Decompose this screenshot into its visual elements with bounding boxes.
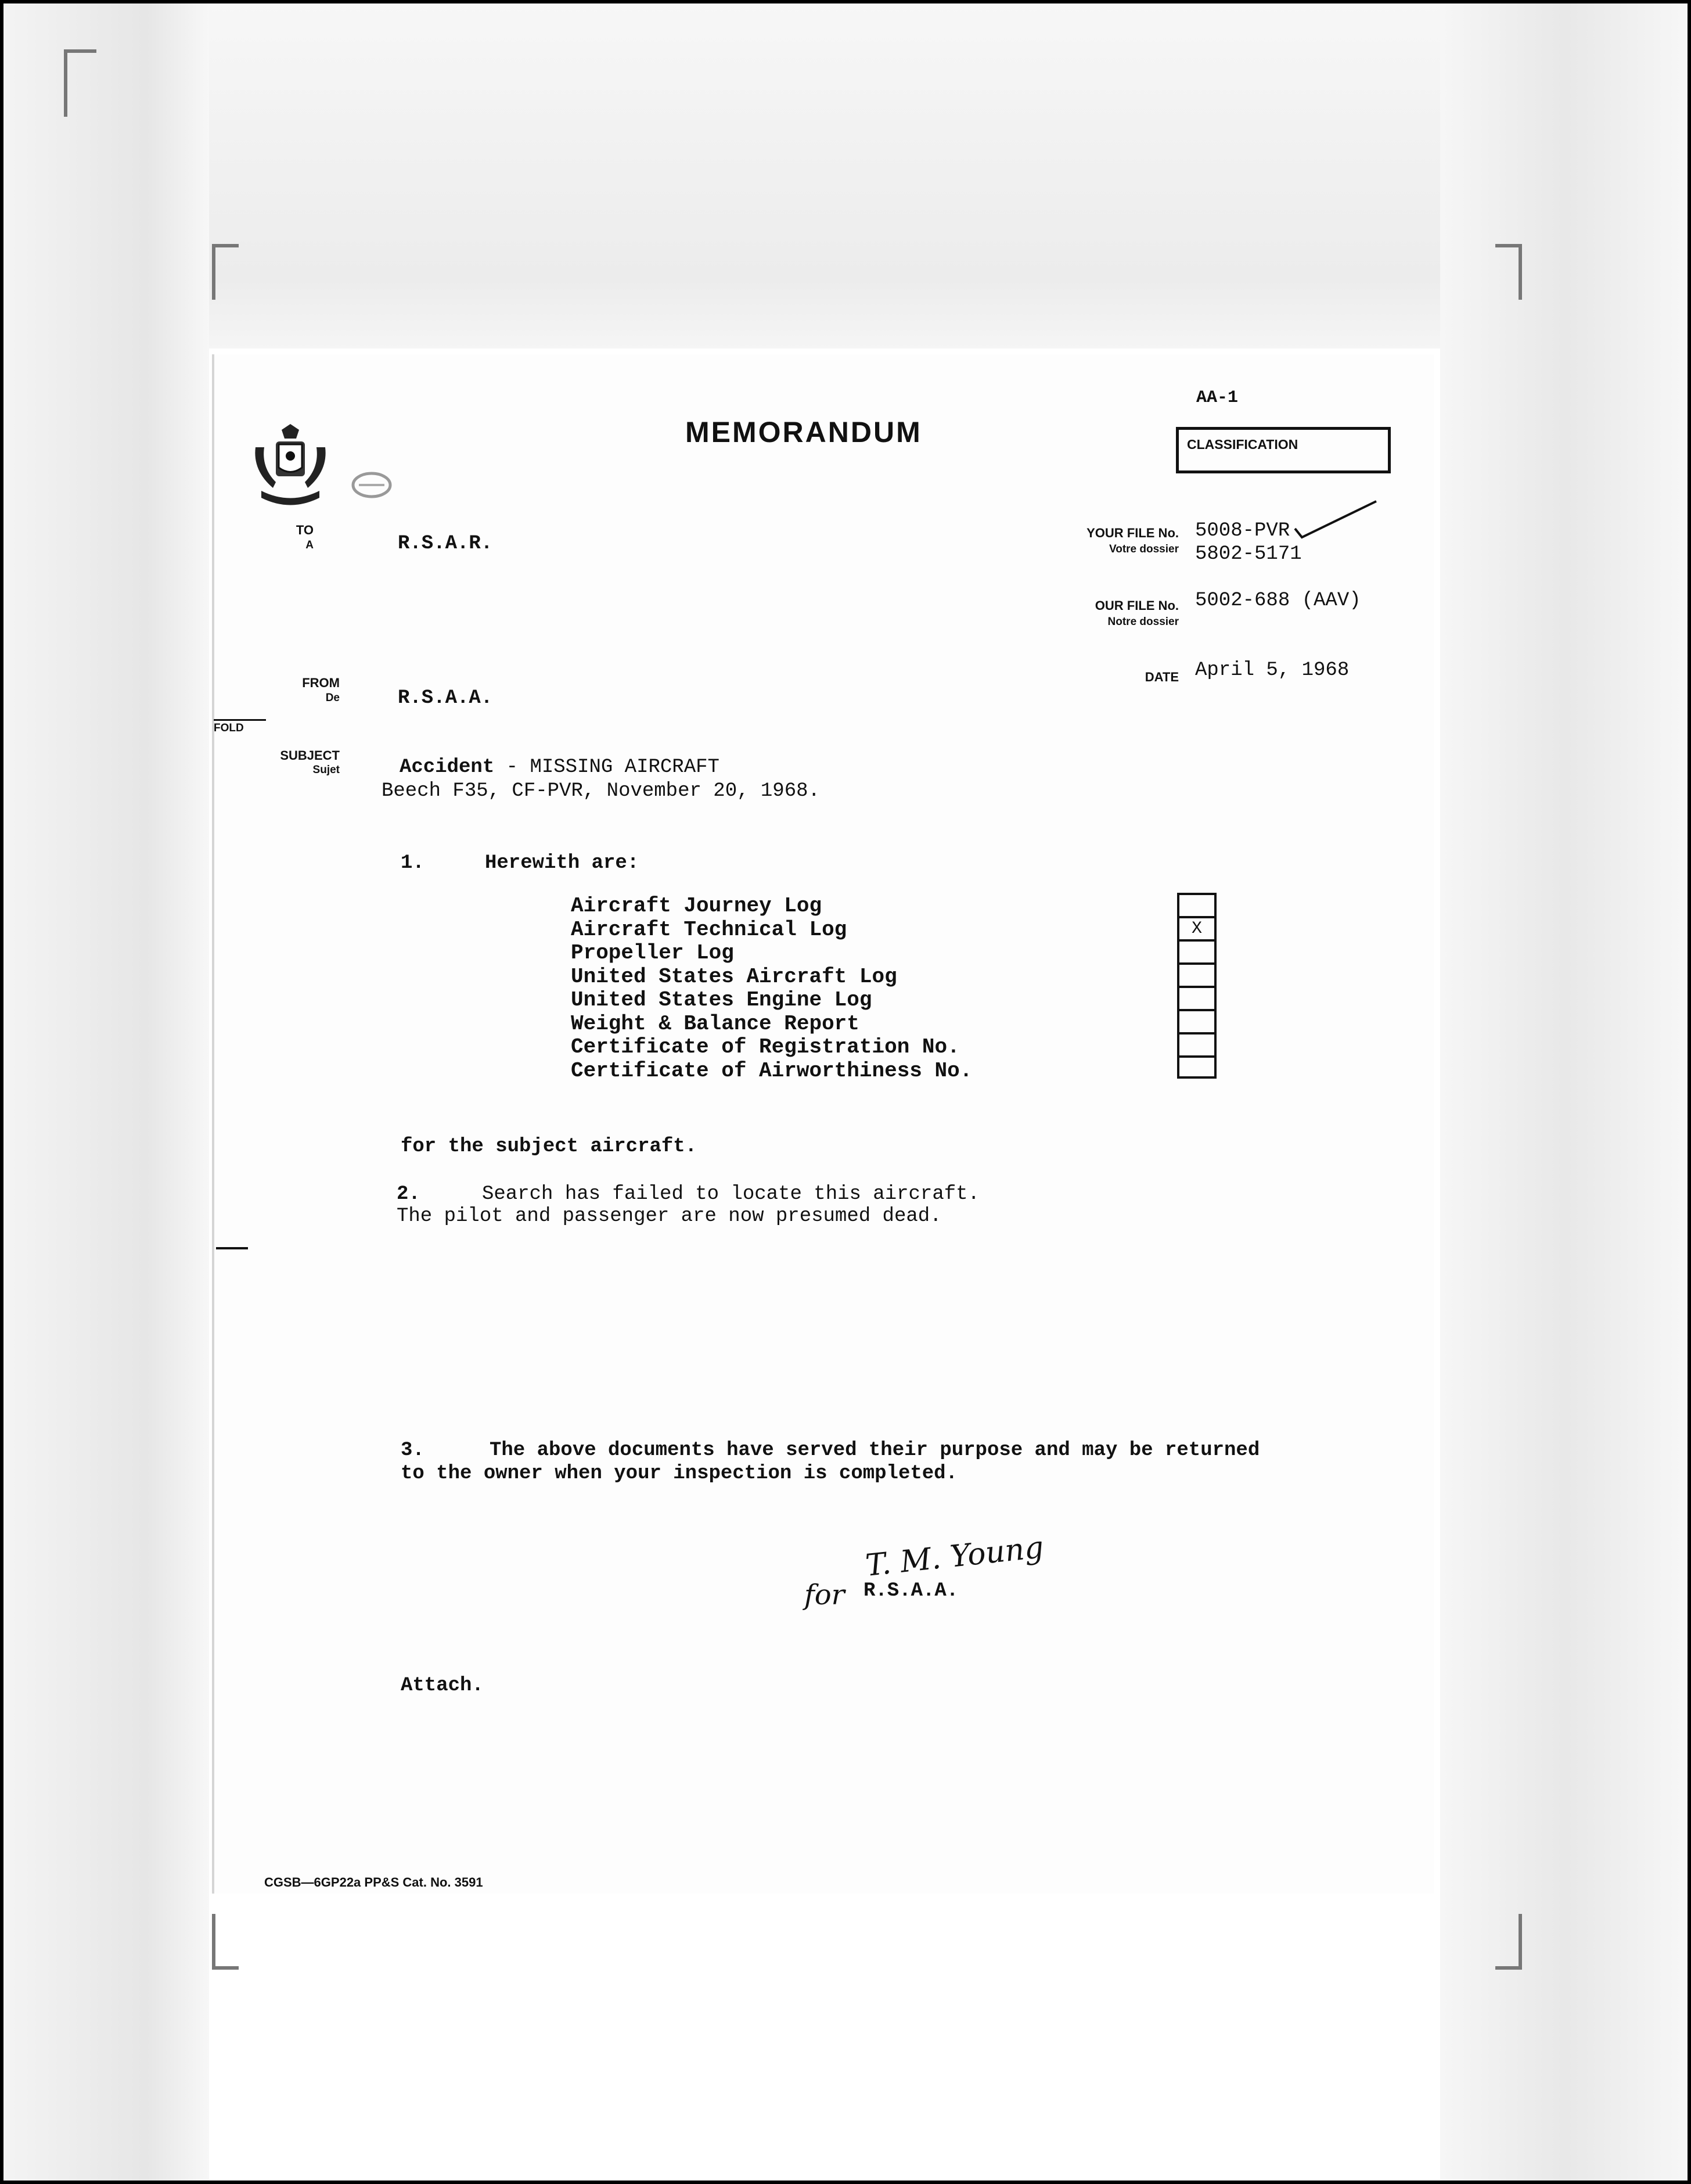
document-checkbox[interactable] [1177,1009,1217,1032]
para3-number: 3. [401,1439,424,1461]
crop-mark-top-left [212,244,239,300]
memo-title: MEMORANDUM [685,416,922,448]
our-file-label: OUR FILE No. [1095,598,1179,613]
document-checkbox-column [1177,893,1217,1079]
from-label: FROM [302,676,340,690]
our-file-label-fr: Notre dossier [1107,616,1179,628]
coat-of-arms-icon [250,424,331,511]
to-label-fr: A [305,539,314,551]
document-item: Aircraft Technical Log [571,917,847,942]
document-item: United States Aircraft Log [571,964,897,989]
handwritten-signature: T. M. Young [864,1530,1046,1583]
document-checkbox[interactable] [1177,893,1217,916]
para2-number: 2. [397,1183,420,1205]
subject-line-2: Beech F35, CF-PVR, November 20, 1968. [382,780,820,802]
to-label: TO [296,523,314,537]
your-file-value-2: 5802-5171 [1195,543,1302,565]
margin-tick [216,1247,248,1249]
crop-mark-bottom-right [1495,1914,1522,1970]
document-item: Weight & Balance Report [571,1011,859,1036]
our-file-value: 5002-688 (AAV) [1195,590,1361,612]
attach-label: Attach. [401,1675,484,1697]
document-item: Aircraft Journey Log [571,894,822,918]
to-value: R.S.A.R. [398,533,493,555]
subject-accident: Accident [400,756,495,778]
para2-line-1: Search has failed to locate this aircraft. [482,1183,980,1205]
signature-prefix: for [804,1579,845,1611]
date-label: DATE [1145,670,1179,684]
pen-checkmark-icon [1289,497,1382,543]
crop-mark-top-right [1495,244,1522,300]
form-catalog-footer: CGSB—6GP22a PP&S Cat. No. 3591 [264,1875,483,1890]
para1-number: 1. [401,852,424,874]
after-list-text: for the subject aircraft. [401,1136,697,1158]
memo-sheet [212,354,1434,1894]
from-value: R.S.A.A. [398,687,493,709]
your-file-label: YOUR FILE No. [1086,526,1179,540]
para3-line-2: to the owner when your inspection is completed. [401,1463,958,1485]
scan-shadow-top [0,0,1691,349]
document-checkbox[interactable] [1177,986,1217,1009]
subject-label-fr: Sujet [312,764,340,776]
subject-missing: - MISSING AIRCRAFT [494,756,719,778]
signature-block: R.S.A.A. [864,1580,959,1602]
crop-mark-outer [64,49,96,117]
form-code: AA-1 [1196,388,1239,408]
para3-line-1: The above documents have served their purpose and may be returned [490,1439,1260,1461]
scan-shadow-left [0,0,209,2184]
your-file-label-fr: Votre dossier [1109,543,1179,555]
subject-label: SUBJECT [280,748,340,763]
document-item: Certificate of Airworthiness No. [571,1058,973,1083]
ink-stamp-icon [348,468,395,502]
document-checkbox[interactable] [1177,1055,1217,1079]
para2-line-2: The pilot and passenger are now presumed dead. [397,1205,942,1227]
your-file-value-1: 5008-PVR [1195,520,1290,542]
para1-text: Herewith are: [485,852,639,874]
document-item: United States Engine Log [571,988,872,1012]
document-checkbox[interactable] [1177,962,1217,986]
fold-mark: FOLD [214,719,266,735]
classification-label: CLASSIFICATION [1187,437,1298,452]
subject-line-1 [400,756,719,778]
document-list [571,895,972,1083]
crop-mark-bottom-left [212,1914,239,1970]
document-item: Propeller Log [571,941,734,965]
scan-shadow-right [1440,0,1691,2184]
document-item: Certificate of Registration No. [571,1035,960,1059]
date-value: April 5, 1968 [1195,659,1350,681]
from-label-fr: De [325,692,340,704]
document-checkbox[interactable] [1177,939,1217,962]
document-checkbox[interactable]: X [1177,916,1217,939]
classification-box [1176,427,1391,473]
document-checkbox[interactable] [1177,1032,1217,1055]
